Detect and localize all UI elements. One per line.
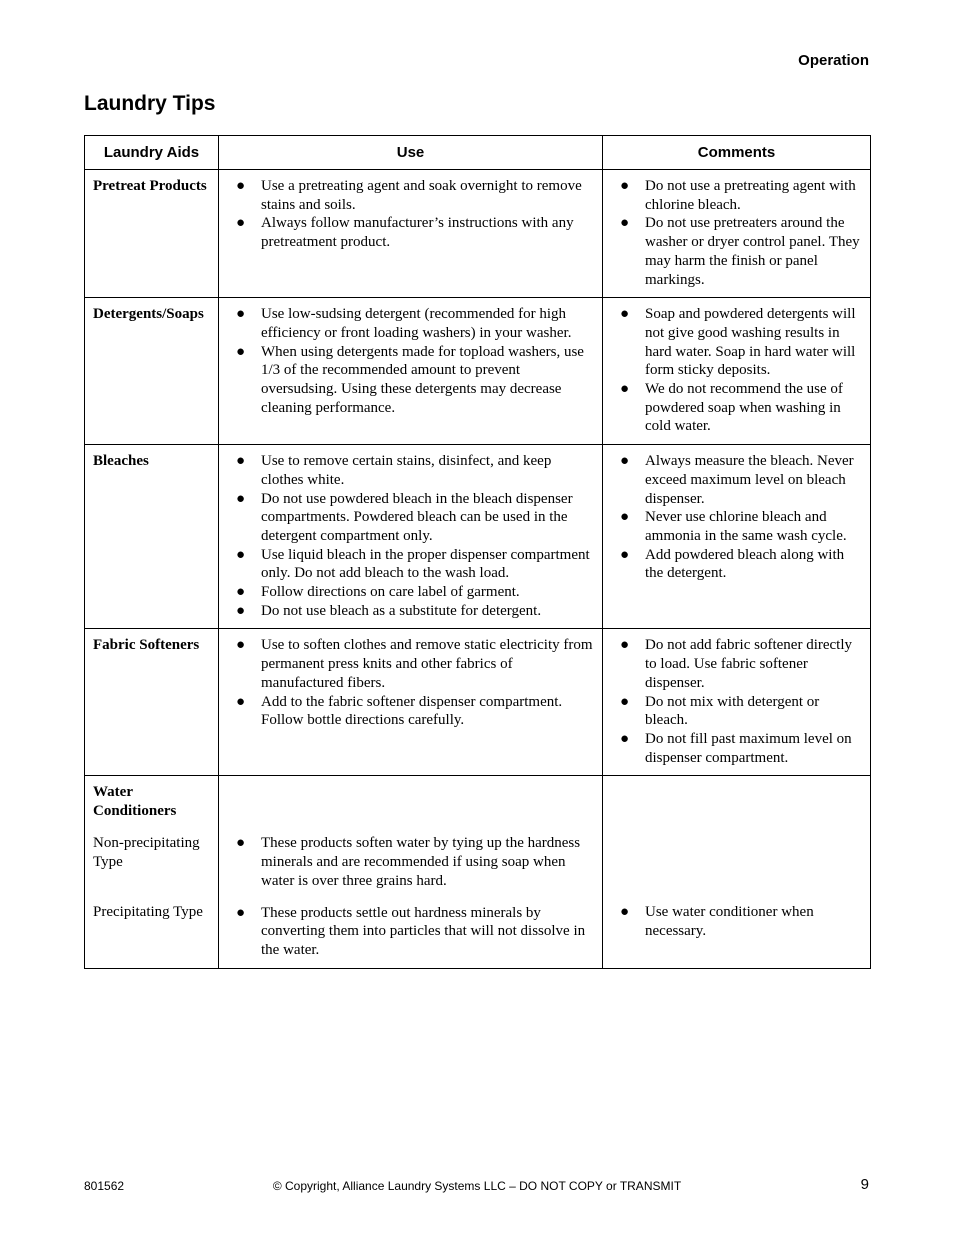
comments-cell [603,629,871,776]
use-item: ● Follow directions on care label of garment. [227,583,596,602]
column-header-use: Use [219,136,603,170]
non-precipitating-type-label: Non-precipitating Type [93,834,200,870]
column-header-laundry-aids: Laundry Aids [85,136,219,170]
comment-item: ● Always measure the bleach. Never exceed maximum level on bleach dispenser. [611,452,864,508]
page-number: 9 [860,1176,869,1193]
page-title: Laundry Tips [84,92,216,115]
comment-item: ● Do not add fabric softener directly to load. Use fabric softener dispenser. [611,636,864,692]
use-item: ● Do not use powdered bleach in the bleach dispenser compartments. Powdered bleach can be used in the detergent compartment only. [227,490,596,546]
laundry-aid-cell [85,776,219,968]
use-item: ● Always follow manufacturer’s instructions with any pretreatment product. [227,214,596,251]
table-row [85,629,871,776]
use-item: ● These products soften water by tying up the hardness minerals and are recommended if using soap when water is over three grains hard. [227,834,596,890]
use-cell [219,776,603,968]
use-item: ● When using detergents made for topload washers, use 1/3 of the recommended amount to prevent oversudsing. Using these detergents may decrease cleaning performance. [227,343,596,418]
table-row [85,298,871,445]
use-item: ● Add to the fabric softener dispenser compartment. Follow bottle directions carefully. [227,693,596,730]
comment-item: ● Use water conditioner when necessary. [611,903,864,940]
column-header-comments: Comments [603,136,871,170]
comment-item: ● Do not use pretreaters around the washer or dryer control panel. They may harm the finish or panel markings. [611,214,864,289]
comments-cell [603,445,871,629]
use-cell [219,298,603,445]
use-cell [219,629,603,776]
comment-item: ● We do not recommend the use of powdered soap when washing in cold water. [611,380,864,436]
section-header: Operation [798,52,869,69]
use-item: ● Use low-sudsing detergent (recommended for high efficiency or front loading washers) in your washer. [227,305,596,342]
use-item: ● Use to remove certain stains, disinfect, and keep clothes white. [227,452,596,489]
use-cell [219,445,603,629]
use-item: ● Do not use bleach as a substitute for detergent. [227,602,596,621]
laundry-tips-table [84,135,871,969]
comment-item: ● Do not use a pretreating agent with chlorine bleach. [611,177,864,214]
table-header-row [85,136,871,170]
comment-item: ● Add powdered bleach along with the detergent. [611,546,864,583]
comment-item: ● Soap and powdered detergents will not give good washing results in hard water. Soap in hard water will form sticky deposits. [611,305,864,380]
precipitating-type-label: Precipitating Type [93,904,203,921]
laundry-aid-cell: Bleaches [85,445,219,629]
use-item: ● Use a pretreating agent and soak overnight to remove stains and soils. [227,177,596,214]
document-number: 801562 [84,1179,125,1193]
comments-cell [603,170,871,298]
comment-item: ● Do not mix with detergent or bleach. [611,693,864,730]
use-cell [219,170,603,298]
laundry-aid-cell: Fabric Softeners [85,629,219,776]
use-item: ● Use liquid bleach in the proper dispenser compartment only. Do not add bleach to the wash load. [227,546,596,583]
comment-item: ● Do not fill past maximum level on dispenser compartment. [611,730,864,767]
laundry-aid-cell: Pretreat Products [85,170,219,298]
use-item: ● These products settle out hardness minerals by converting them into particles that will not dissolve in the water. [227,904,596,960]
copyright-notice: © Copyright, Alliance Laundry Systems LLC – DO NOT COPY or TRANSMIT [272,1179,682,1193]
comment-item: ● Never use chlorine bleach and ammonia in the same wash cycle. [611,508,864,545]
comments-cell [603,298,871,445]
table-row [85,776,871,968]
water-conditioners-label: Water Conditioners [93,784,177,820]
laundry-aid-cell: Detergents/Soaps [85,298,219,445]
table-row [85,445,871,629]
comments-cell [603,776,871,968]
table-row [85,170,871,298]
use-item: ● Use to soften clothes and remove static electricity from permanent press knits and other fabrics of manufactured fibers. [227,636,596,692]
